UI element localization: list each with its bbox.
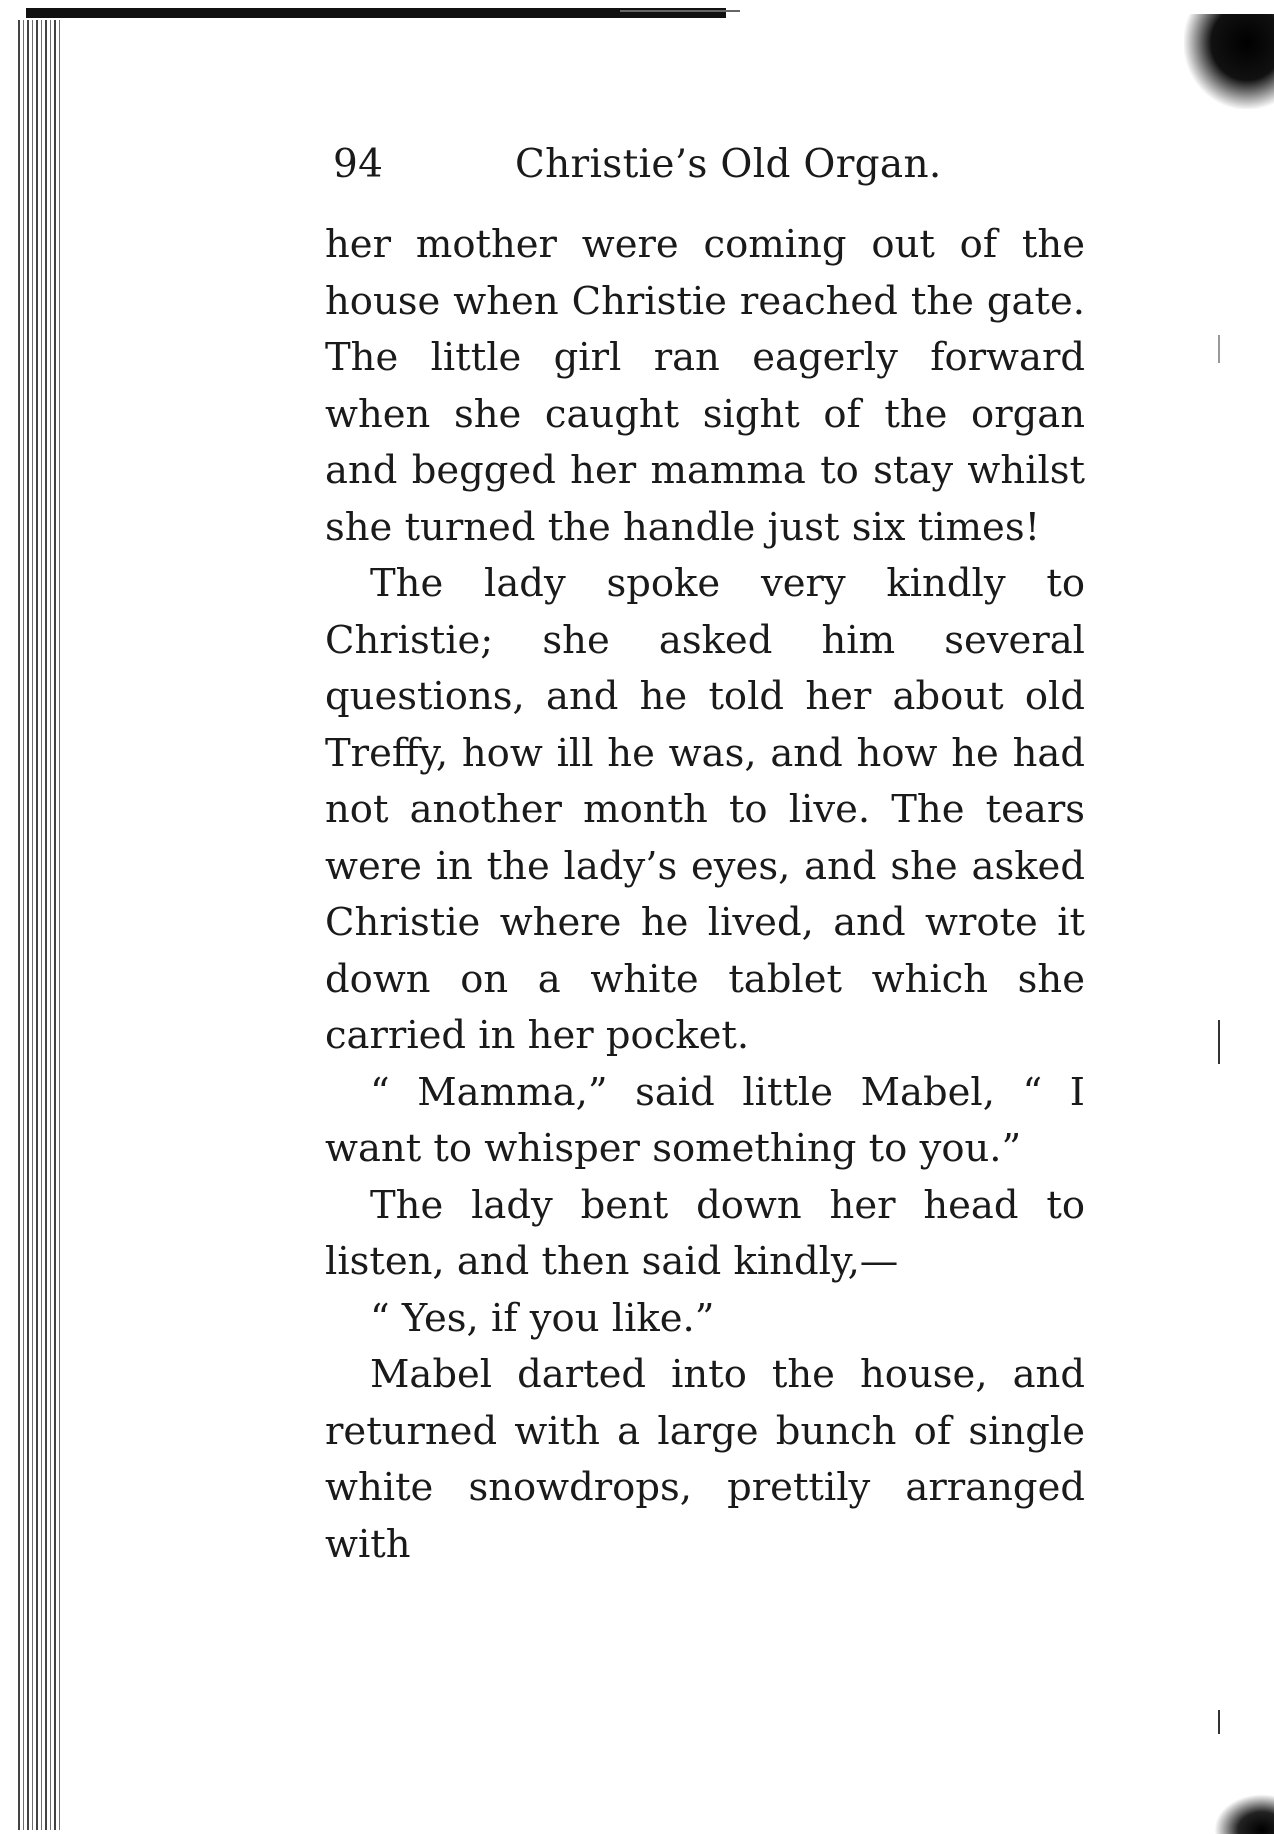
scan-corner-shadow-bottom <box>1214 1794 1274 1834</box>
book-binding-edge <box>18 20 62 1830</box>
scan-speck <box>1218 1020 1220 1064</box>
paragraph: “ Mamma,” said little Mabel, “ I want to whisper something to you.” <box>325 1069 1085 1171</box>
book-page <box>325 125 1085 1573</box>
body-text <box>325 217 1085 1573</box>
scan-corner-shadow-top <box>1184 14 1274 109</box>
scan-speck <box>1218 335 1220 363</box>
running-head <box>325 125 1085 205</box>
paragraph: Mabel darted into the house, and returned with a large bunch of single white snowdrops, prettily arranged with <box>325 1352 1085 1567</box>
running-title: Christie’s Old Organ. <box>515 142 942 187</box>
paragraph: “ Yes, if you like.” <box>370 1295 715 1341</box>
scan-edge-top-tail <box>620 10 740 12</box>
paragraph: The lady spoke very kindly to Christie; she asked him several questions, and he told her about old Treffy, how ill he was, and how he had not another month to live. The tears were in the lady’s eyes, and she asked Christie where he lived, and wrote it down on a white tablet which she carried in her pocket. <box>325 561 1085 1058</box>
paragraph: her mother were coming out of the house when Christie reached the gate. The little girl ran eagerly forward when she caught sight of the organ and begged her mamma to stay whilst she turned the handle just six times! <box>325 222 1085 550</box>
page-number: 94 <box>333 142 384 187</box>
paragraph: The lady bent down her head to listen, and then said kindly,— <box>325 1182 1085 1284</box>
scan-speck <box>1218 1710 1220 1734</box>
